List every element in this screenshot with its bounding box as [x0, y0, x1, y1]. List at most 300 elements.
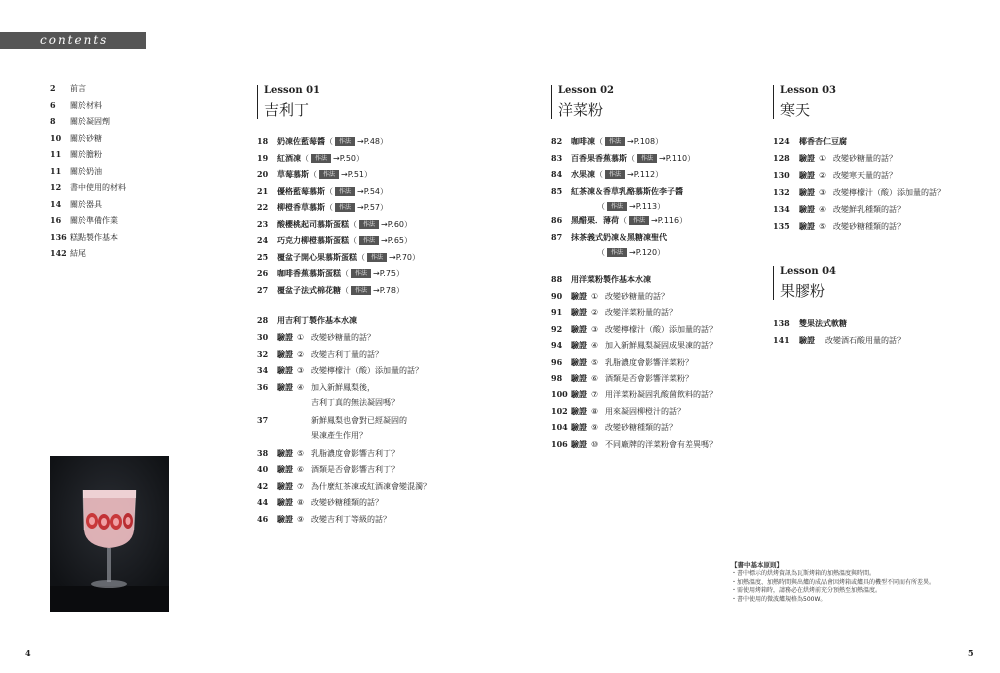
entry-title: 關於奶油	[70, 166, 102, 176]
tip-row	[257, 364, 423, 377]
lesson-title: 洋菜粉	[558, 101, 604, 119]
close-paren: ）	[364, 170, 373, 179]
lesson-number: Lesson 01	[264, 85, 320, 96]
recipe-title: 黑醋栗．薄荷	[571, 216, 619, 225]
entry-title: 關於凝固劑	[70, 117, 110, 126]
page-link: →P.60	[381, 219, 405, 229]
verify-number: ④	[591, 341, 599, 351]
verify-number: ⑧	[297, 498, 305, 507]
page-ref: 88	[551, 274, 563, 284]
tip-row	[257, 381, 375, 394]
page-ref: 40	[257, 464, 269, 474]
page-ref: 100	[551, 389, 568, 400]
page-ref: 12	[50, 182, 62, 192]
recipe-row	[551, 168, 663, 181]
lesson-04-list	[773, 317, 973, 357]
page-link: →P.112	[627, 170, 656, 179]
page-ref: 16	[50, 215, 62, 225]
tip-row	[257, 513, 391, 526]
verify-label: 驗證	[571, 341, 587, 351]
page-ref: 8	[50, 116, 56, 126]
list-item	[50, 115, 110, 128]
recipe-row	[257, 284, 404, 297]
recipe-row	[257, 201, 388, 214]
tip-row	[551, 306, 677, 319]
front-matter-list	[50, 82, 200, 282]
tip-text: 用洋菜粉凝固乳酸菌飲料的話？	[605, 390, 717, 400]
page-ref: 34	[257, 365, 269, 375]
verify-label: 驗證	[799, 154, 815, 163]
notes-line: ・需使用烤箱時，請務必在烘烤前充分預熱至加熱溫度。	[731, 587, 882, 595]
method-tag: 作法	[335, 203, 355, 212]
verify-number: ①	[819, 154, 827, 163]
verify-label: 驗證	[277, 465, 293, 474]
tip-row	[551, 388, 717, 401]
page-link: →P.75	[373, 269, 397, 278]
list-item	[50, 165, 102, 178]
close-paren: ）	[396, 269, 405, 278]
open-paren: （	[349, 219, 357, 229]
recipe-title: 覆盆子法式棉花糖	[277, 285, 341, 295]
page-ref: 135	[773, 221, 790, 231]
recipe-row	[257, 251, 420, 264]
tip-row	[773, 186, 945, 199]
entry-title: 關於準備作業	[70, 216, 118, 225]
page-link: →P.50	[333, 153, 357, 163]
list-item	[50, 247, 86, 260]
tip-text: 乳脂濃度會影響洋菜粉？	[605, 357, 693, 367]
notes-line: ・書中標示的烘烤資訊為瓦斯烤箱的加熱溫度與時間。	[731, 569, 876, 577]
method-tag: 作法	[637, 154, 657, 163]
verify-number: ③	[297, 366, 305, 375]
lesson-number: Lesson 04	[780, 266, 836, 277]
close-paren: ）	[404, 219, 413, 229]
verify-number: ④	[297, 382, 305, 392]
page-ref: 83	[551, 152, 563, 163]
lesson-02-tips-list	[551, 273, 761, 453]
method-tag: 作法	[359, 236, 379, 245]
recipe-title: 咖啡香蕉慕斯蛋糕	[277, 269, 341, 278]
page-ref: 14	[50, 198, 62, 209]
dessert-glass-illustration	[50, 456, 169, 612]
tip-text: 改變吉利丁量的話？	[311, 349, 383, 359]
list-item	[50, 198, 102, 211]
page-link: →P.48	[357, 137, 381, 146]
page-ref: 92	[551, 323, 563, 334]
verify-number: ②	[297, 349, 305, 359]
close-paren: ）	[380, 203, 389, 212]
section-row	[551, 273, 651, 286]
page-ref: 24	[257, 235, 269, 245]
lesson-title: 寒天	[780, 101, 811, 119]
recipe-row	[257, 218, 412, 231]
page-ref: 2	[50, 83, 56, 93]
recipe-row	[551, 214, 687, 227]
lesson-02-recipe-list	[551, 135, 761, 265]
close-paren: ）	[655, 137, 664, 146]
verify-number: ⑥	[297, 465, 305, 474]
page-ref: 91	[551, 307, 563, 318]
page-ref: 6	[50, 99, 56, 110]
page-link: →P.70	[389, 252, 413, 262]
verify-label: 驗證	[277, 448, 293, 458]
verify-label: 驗證	[277, 514, 293, 524]
page-ref: 98	[551, 373, 563, 383]
tip-text: 改變砂糖種類的話？	[605, 423, 677, 433]
page-ref: 21	[257, 185, 269, 196]
page-ref: 132	[773, 187, 790, 197]
close-paren: ）	[380, 186, 389, 196]
notes-line: ・加熱溫度、加熱時間與出爐的成品會因烤箱或爐具的機型不同而有所差異。	[731, 578, 936, 586]
page-ref: 138	[773, 318, 790, 328]
verify-label: 驗證	[799, 171, 815, 180]
verify-label: 驗證	[799, 205, 815, 214]
tip-row	[773, 220, 905, 233]
page-ref: 84	[551, 169, 563, 179]
verify-number: ②	[591, 308, 599, 318]
verify-number: ①	[297, 333, 305, 342]
basic-principles-notes	[731, 561, 971, 605]
recipe-row	[551, 152, 695, 165]
tip-text: 改變砂糖量的話？	[311, 333, 375, 342]
verify-label: 驗證	[571, 357, 587, 367]
page-link: →P.110	[659, 153, 688, 163]
verify-number: ⑨	[297, 514, 305, 524]
tip-row	[257, 414, 407, 427]
lesson-divider	[551, 85, 552, 119]
close-paren: ）	[396, 285, 405, 295]
list-item	[50, 132, 102, 145]
lesson-divider	[773, 266, 774, 300]
page-ref: 104	[551, 422, 568, 433]
recipe-title: 百香果香蕉慕斯	[571, 153, 627, 163]
tip-row	[551, 323, 717, 336]
tip-row	[551, 421, 677, 434]
tip-row	[257, 480, 431, 493]
page-ref: 11	[50, 165, 62, 176]
tip-row	[551, 339, 717, 352]
page-ref: 90	[551, 291, 563, 301]
tip-text: 改變寒天量的話？	[833, 171, 897, 180]
tip-text: 乳脂濃度會影響吉利丁？	[311, 448, 399, 458]
entry-title: 雙果法式軟糖	[799, 319, 847, 328]
close-paren: ）	[412, 252, 421, 262]
page-ref: 20	[257, 169, 269, 179]
section-title: 用洋菜粉製作基本水凍	[571, 275, 651, 284]
recipe-title: 咖啡凍	[571, 137, 595, 146]
page-ref: 94	[551, 340, 563, 351]
page-ref: 26	[257, 268, 269, 278]
close-paren: ）	[380, 137, 389, 146]
recipe-row	[551, 185, 683, 198]
recipe-row	[257, 267, 404, 280]
verify-number: ③	[591, 324, 599, 334]
verify-number: ④	[819, 205, 827, 214]
verify-label: 驗證	[277, 498, 293, 507]
tip-row	[773, 169, 897, 182]
tip-row	[551, 290, 669, 303]
lesson-03-list	[773, 135, 973, 235]
open-paren: （	[325, 203, 333, 212]
entry-title: 椰香杏仁豆腐	[799, 137, 847, 146]
lesson-01-tips-list	[257, 314, 537, 524]
tip-text: 改變酒石酸用量的話？	[825, 336, 905, 345]
verify-label: 驗證	[571, 423, 587, 433]
tip-text: 改變鮮乳種類的話？	[833, 205, 905, 214]
verify-label: 驗證	[277, 349, 293, 359]
page-ref: 23	[257, 218, 269, 229]
method-tag: 作法	[607, 248, 627, 257]
page-number-left: 4	[25, 648, 31, 658]
verify-label: 驗證	[277, 333, 293, 342]
method-tag: 作法	[605, 137, 625, 146]
close-paren: ）	[655, 170, 664, 179]
close-paren: ）	[679, 216, 688, 225]
tip-row	[773, 152, 897, 165]
open-paren: （	[595, 170, 603, 179]
tip-text: 改變砂糖量的話？	[833, 154, 897, 163]
page-ref: 106	[551, 438, 568, 449]
tip-text: 為什麼紅茶凍或紅酒凍會變混濁？	[311, 481, 431, 491]
page-ref: 25	[257, 251, 269, 262]
open-paren: （	[325, 137, 333, 146]
lesson-divider	[257, 85, 258, 119]
verify-label: 驗證	[277, 366, 293, 375]
verify-label: 驗證	[799, 222, 815, 231]
open-paren: （	[627, 153, 635, 163]
close-paren: ）	[657, 202, 666, 211]
entry-title: 結尾	[70, 249, 86, 258]
open-paren: （	[309, 170, 317, 179]
recipe-row	[551, 247, 665, 259]
tip-row	[773, 203, 905, 216]
page-link: →P.116	[651, 216, 680, 225]
page-ref: 82	[551, 136, 563, 146]
tip-row	[257, 447, 399, 460]
lesson-number: Lesson 02	[558, 85, 614, 96]
recipe-row	[551, 201, 665, 213]
recipe-title: 柳橙香草慕斯	[277, 203, 325, 212]
entry-title: 關於器具	[70, 199, 102, 209]
lesson-divider	[773, 85, 774, 119]
verify-label: 驗證	[571, 406, 587, 416]
page-ref: 18	[257, 136, 269, 146]
method-tag: 作法	[359, 220, 379, 229]
list-item	[50, 148, 102, 161]
verify-label: 驗證	[571, 390, 587, 400]
recipe-row	[551, 135, 663, 148]
tip-text: 酒類是否會影響吉利丁？	[311, 465, 399, 474]
entry-title: 關於砂糖	[70, 133, 102, 143]
entry-title: 前言	[70, 84, 86, 93]
verify-label: 驗證	[571, 308, 587, 318]
page-ref: 87	[551, 231, 563, 242]
verify-label: 驗證	[571, 439, 587, 449]
recipe-row	[257, 152, 364, 165]
page-ref: 136	[50, 231, 67, 242]
page-link: →P.113	[629, 202, 658, 211]
tip-text: 新鮮鳳梨也會對已經凝固的	[311, 415, 407, 425]
list-item	[50, 214, 118, 227]
close-paren: ）	[404, 236, 413, 245]
tip-text: 改變砂糖量的話？	[605, 292, 669, 301]
verify-number: ⑦	[591, 390, 599, 400]
verify-number: ⑤	[591, 357, 599, 367]
open-paren: （	[349, 236, 357, 245]
tip-row	[257, 496, 383, 509]
recipe-title: 紅酒凍	[277, 153, 301, 163]
method-tag: 作法	[605, 170, 625, 179]
tip-text: 不同廠牌的洋菜粉會有差異嗎？	[605, 439, 717, 449]
section-row	[257, 314, 357, 327]
verify-number: ①	[591, 292, 599, 301]
recipe-title: 抹茶義式奶凍＆黑糖凍聖代	[571, 232, 667, 242]
recipe-title: 奶凍佐藍莓醬	[277, 137, 325, 146]
verify-number: ②	[819, 171, 827, 180]
open-paren: （	[619, 216, 627, 225]
list-item	[50, 181, 126, 194]
verify-label: 驗證	[571, 292, 587, 301]
page-ref: 37	[257, 414, 269, 425]
page-ref: 36	[257, 381, 269, 392]
page-ref: 30	[257, 332, 269, 342]
lesson-title: 果膠粉	[780, 282, 826, 300]
close-paren: ）	[657, 248, 666, 257]
page-ref: 141	[773, 335, 790, 345]
open-paren: （	[325, 186, 333, 196]
method-tag: 作法	[319, 170, 339, 179]
open-paren: （	[341, 285, 349, 295]
entry-title: 書中使用的材料	[70, 183, 126, 192]
verify-number: ⑧	[591, 406, 599, 416]
recipe-title: 草莓慕斯	[277, 170, 309, 179]
method-tag: 作法	[335, 137, 355, 146]
tip-text: 改變砂糖種類的話？	[833, 222, 905, 231]
page-link: →P.108	[627, 137, 656, 146]
method-tag: 作法	[351, 286, 371, 295]
method-tag: 作法	[607, 202, 627, 211]
close-paren: ）	[356, 153, 365, 163]
contents-banner	[0, 32, 146, 49]
page-ref: 38	[257, 447, 269, 458]
lesson-01-recipe-list	[257, 135, 537, 295]
tip-row	[257, 348, 383, 361]
page-ref: 10	[50, 132, 62, 143]
page-ref: 130	[773, 170, 790, 180]
entry-title: 關於材料	[70, 100, 102, 110]
verify-number: ⑩	[591, 439, 599, 449]
method-tag: 作法	[351, 269, 371, 278]
page-ref: 11	[50, 149, 62, 159]
page-link: →P.51	[341, 170, 365, 179]
entry-title: 糕點製作基本	[70, 232, 118, 242]
notes-line: ・書中使用的微波爐規格為500W。	[731, 596, 827, 604]
page-ref: 46	[257, 513, 269, 524]
contents-label: contents	[40, 33, 109, 47]
verify-label: 驗證	[571, 324, 587, 334]
tip-row	[551, 405, 685, 418]
page-link: →P.120	[629, 248, 658, 257]
tip-row	[773, 135, 847, 148]
list-item	[50, 82, 86, 95]
open-paren: （	[357, 252, 365, 262]
open-paren: （	[341, 269, 349, 278]
verify-label: 驗證	[277, 382, 293, 392]
recipe-row	[257, 135, 388, 148]
page-ref: 96	[551, 356, 563, 367]
page-ref: 86	[551, 215, 563, 225]
page-ref: 134	[773, 204, 790, 214]
verify-number: ⑦	[297, 481, 305, 491]
tip-row	[773, 334, 905, 347]
method-tag: 作法	[335, 187, 355, 196]
verify-number: ⑨	[591, 423, 599, 433]
recipe-row	[257, 168, 372, 181]
tip-row	[551, 438, 717, 451]
verify-number: ⑤	[819, 222, 827, 231]
page-ref: 22	[257, 202, 269, 212]
tip-row	[773, 317, 847, 330]
verify-label: 驗證	[571, 374, 587, 383]
page-ref: 28	[257, 315, 269, 325]
tip-text: 用來凝固柳橙汁的話？	[605, 406, 685, 416]
tip-text: 改變砂糖種類的話？	[311, 498, 383, 507]
notes-title: 【書中基本原則】	[731, 561, 783, 569]
list-item	[50, 99, 102, 112]
page-link: →P.57	[357, 203, 381, 212]
page-ref: 27	[257, 284, 269, 295]
tip-text: 改變吉利丁等級的話？	[311, 514, 391, 524]
lesson-number: Lesson 03	[780, 85, 836, 96]
entry-title: 關於膽粉	[70, 150, 102, 159]
page-ref: 85	[551, 185, 563, 196]
tip-text: 酒類是否會影響洋菜粉？	[605, 374, 693, 383]
recipe-row	[551, 231, 667, 244]
open-paren: （	[595, 137, 603, 146]
tip-row	[257, 397, 399, 409]
tip-text: 改變檸檬汁（酸）添加量的話？	[605, 324, 717, 334]
page-ref: 142	[50, 248, 67, 258]
recipe-title: 酸櫻桃起司慕斯蛋糕	[277, 219, 349, 229]
recipe-title: 優格藍莓慕斯	[277, 186, 325, 196]
list-item	[50, 231, 118, 244]
open-paren: （	[301, 153, 309, 163]
page-link: →P.54	[357, 186, 381, 196]
tip-row	[257, 430, 367, 442]
recipe-row	[257, 234, 412, 247]
open-paren: （	[597, 202, 605, 211]
tip-row	[551, 372, 693, 385]
page-link: →P.78	[373, 285, 397, 295]
tip-row	[257, 331, 375, 344]
verify-label: 驗證	[799, 336, 815, 345]
page-link: →P.65	[381, 236, 405, 245]
recipe-title: 覆盆子開心果慕斯蛋糕	[277, 252, 357, 262]
page-ref: 124	[773, 136, 790, 146]
recipe-title: 紅茶凍＆香草乳酪慕斯佐李子醬	[571, 186, 683, 196]
lesson-title: 吉利丁	[264, 101, 310, 119]
recipe-title: 巧克力柳橙慕斯蛋糕	[277, 236, 349, 245]
verify-number: ⑥	[591, 374, 599, 383]
page-ref: 44	[257, 497, 269, 507]
open-paren: （	[597, 248, 605, 257]
page-number-right: 5	[968, 648, 974, 658]
tip-text: 吉利丁真的無法凝固嗎？	[311, 398, 399, 407]
recipe-row	[257, 185, 388, 198]
dessert-photo	[50, 456, 169, 612]
tip-text: 加入新鮮鳳梨凝固成果凍的話？	[605, 341, 717, 351]
verify-number: ③	[819, 188, 827, 197]
